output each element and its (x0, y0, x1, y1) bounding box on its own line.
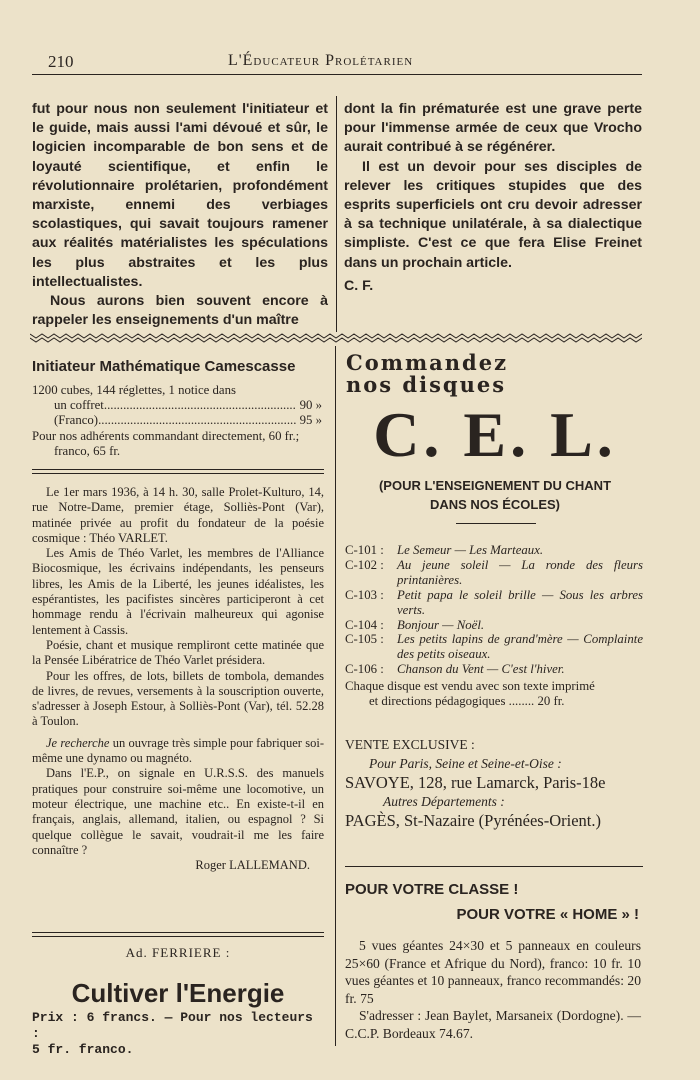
notice-paragraph: Dans l'E.P., on signale en U.R.S.S. des manuels pratiques pour construire soi-même une locomotive, un moteur électrique, une machine etc.. En existe-t-il en français, anglais, allemand, italien, ou espagnol ? Si quelque collègue le savait, voudrait-il me les faire connaître ? (32, 766, 324, 857)
vente-exclusive: VENTE EXCLUSIVE : (345, 737, 475, 752)
disc-item (345, 543, 643, 558)
article-column-right (344, 100, 642, 296)
disc-code: C-104 : (345, 617, 384, 632)
article-column-left (32, 100, 328, 330)
notice-signature: Roger LALLEMAND. (195, 858, 310, 873)
ferriere-title: Cultiver l'Energie (71, 978, 285, 1008)
disc-item (345, 588, 643, 618)
ferriere-price: Prix : 6 francs. — Pour nos lecteurs : 5 fr. franco. (32, 1010, 313, 1057)
header-rule (32, 74, 642, 75)
classe-heading-2: POUR VOTRE « HOME » ! (456, 906, 639, 923)
classe-paragraph: S'adresser : Jean Baylet, Marsaneix (Dordogne). — C.C.P. Bordeaux 74.67. (345, 1008, 641, 1041)
disc-code: C-106 : (345, 662, 384, 677)
disc-code: C-101 : (345, 543, 384, 557)
camescasse-line: Pour nos adhérents commandant directement, 60 fr.; franco, 65 fr. (32, 428, 300, 458)
classe-paragraph: 5 vues géantes 24×30 et 5 panneaux en couleurs 25×60 (France et Afrique du Nord), franco: 10 fr. 10 vues géantes et 10 panneaux, franco recommandés: 20 fr. 75 (345, 938, 641, 1006)
notice-paragraph: Je recherche un ouvrage très simple pour fabriquer soi-même une dynamo ou magnéto. (32, 735, 324, 766)
page-number: 210 (48, 52, 74, 71)
disc-list (345, 543, 643, 709)
disc-code: C-105 : (345, 632, 384, 647)
cel-subtitle: (POUR L'ENSEIGNEMENT DU CHANT DANS NOS ÉCOLES) (378, 478, 612, 512)
sales-info (345, 735, 643, 830)
double-rule (32, 932, 324, 937)
paris-label: Pour Paris, Seine et Seine-et-Oise : (369, 756, 562, 771)
camescasse-details (32, 383, 322, 459)
short-rule (456, 523, 536, 524)
disc-title: Au jeune soleil — La ronde des fleurs printanières. (397, 557, 643, 587)
classe-text (345, 937, 641, 1043)
disc-item (345, 558, 643, 588)
price-row: un coffret ..... 90 » (32, 398, 322, 413)
ferriere-author: Ad. FERRIERE : (125, 945, 231, 960)
article-paragraph: fut pour nous non seulement l'initiateur et le guide, mais aussi l'ami dévoué et sûr, le logicien incomparable de bon sens et de loyauté scientifique, et enfin le révolutionnaire prolétarien, profondément marxiste, ennemi des verbiages scolastiques, qui savait toujours ramener aux réalités matérialistes les spéculations les plus abstraites et les plus intellectualistes. (32, 101, 328, 290)
disc-title: Chanson du Vent — C'est l'hiver. (397, 662, 565, 677)
disc-title: Bonjour — Noël. (397, 617, 485, 632)
camescasse-title: Initiateur Mathématique Camescasse (32, 358, 296, 375)
zigzag-divider (30, 331, 642, 345)
article-paragraph: Il est un devoir pour ses disciples de relever les critiques stupides que des esprits superficiels ont cru devoir adresser à sa technique unilatérale, à sa dialectique simpliste. C'est ce que fera Elise Freinet dans un prochain article. (344, 158, 642, 271)
notice-paragraph: Les Amis de Théo Varlet, les membres de l'Alliance Biocosmique, les écrivains indépendants, les penseurs libres, les Amis de la Liberté, les jeunes idéalistes, les espérantistes, les pacifistes sincères participeront à cet hommage rendu à l'écrivain malheureux qui agonise lentement à Cassis. (32, 546, 324, 637)
section-rule (345, 866, 643, 867)
camescasse-line: 1200 cubes, 144 réglettes, 1 notice dans (32, 383, 236, 397)
article-signature: C. F. (344, 277, 374, 294)
disc-item (345, 632, 643, 662)
price-row: (Franco) ..... 95 » (32, 413, 322, 428)
notice-paragraph: Poésie, chant et musique rempliront cette matinée que la Pensée Libératrice de Théo Varlet présidera. (32, 637, 324, 668)
disc-code: C-102 : (345, 557, 384, 572)
disc-item (345, 618, 643, 633)
savoye-address: SAVOYE, 128, rue Lamarck, Paris-18e (345, 773, 606, 792)
cel-headline: Commandez nos disques (346, 350, 509, 397)
notice-paragraph: Pour les offres, de lots, billets de tombola, demandes de livres, de revues, versements à la souscription ouverte, s'adresser à Joseph Estour, à Solliès-Pont (Var), tél. 52.28 à Toulon. (32, 668, 324, 729)
disc-code: C-103 : (345, 587, 384, 602)
disc-title: Le Semeur — Les Marteaux. (397, 543, 544, 557)
notice-block (32, 485, 324, 873)
autres-label: Autres Départements : (383, 794, 505, 809)
pages-address: PAGÈS, St-Nazaire (Pyrénées-Orient.) (345, 811, 601, 830)
notice-paragraph: Le 1er mars 1936, à 14 h. 30, salle Prolet-Kulturo, 14, rue Notre-Dame, premier étage, Solliès-Pont (Var), matinée privée au profit du fondateur de la poésie cosmique : Théo VARLET. (32, 485, 324, 545)
article-paragraph: Nous aurons bien souvent encore à rappeler les enseignements d'un maître (32, 293, 328, 329)
column-divider (336, 96, 337, 332)
disc-pricing: Chaque disque est vendu avec son texte imprimé et directions pédagogiques ........ 20 fr. (345, 679, 595, 709)
disc-title: Petit papa le soleil brille — Sous les arbres verts. (397, 587, 643, 617)
article-paragraph: dont la fin prématurée est une grave perte pour l'immense armée de ceux que Vrocho aurait contribué à se régénérer. (344, 101, 642, 156)
cel-brand: C. E. L. (373, 399, 617, 470)
disc-item (345, 662, 643, 677)
double-rule (32, 469, 324, 474)
column-divider (335, 346, 336, 1046)
classe-heading-1: POUR VOTRE CLASSE ! (345, 881, 519, 898)
disc-title: Les petits lapins de grand'mère — Complainte des petits oiseaux. (397, 632, 643, 662)
journal-title: L'Éducateur Prolétarien (228, 52, 414, 69)
